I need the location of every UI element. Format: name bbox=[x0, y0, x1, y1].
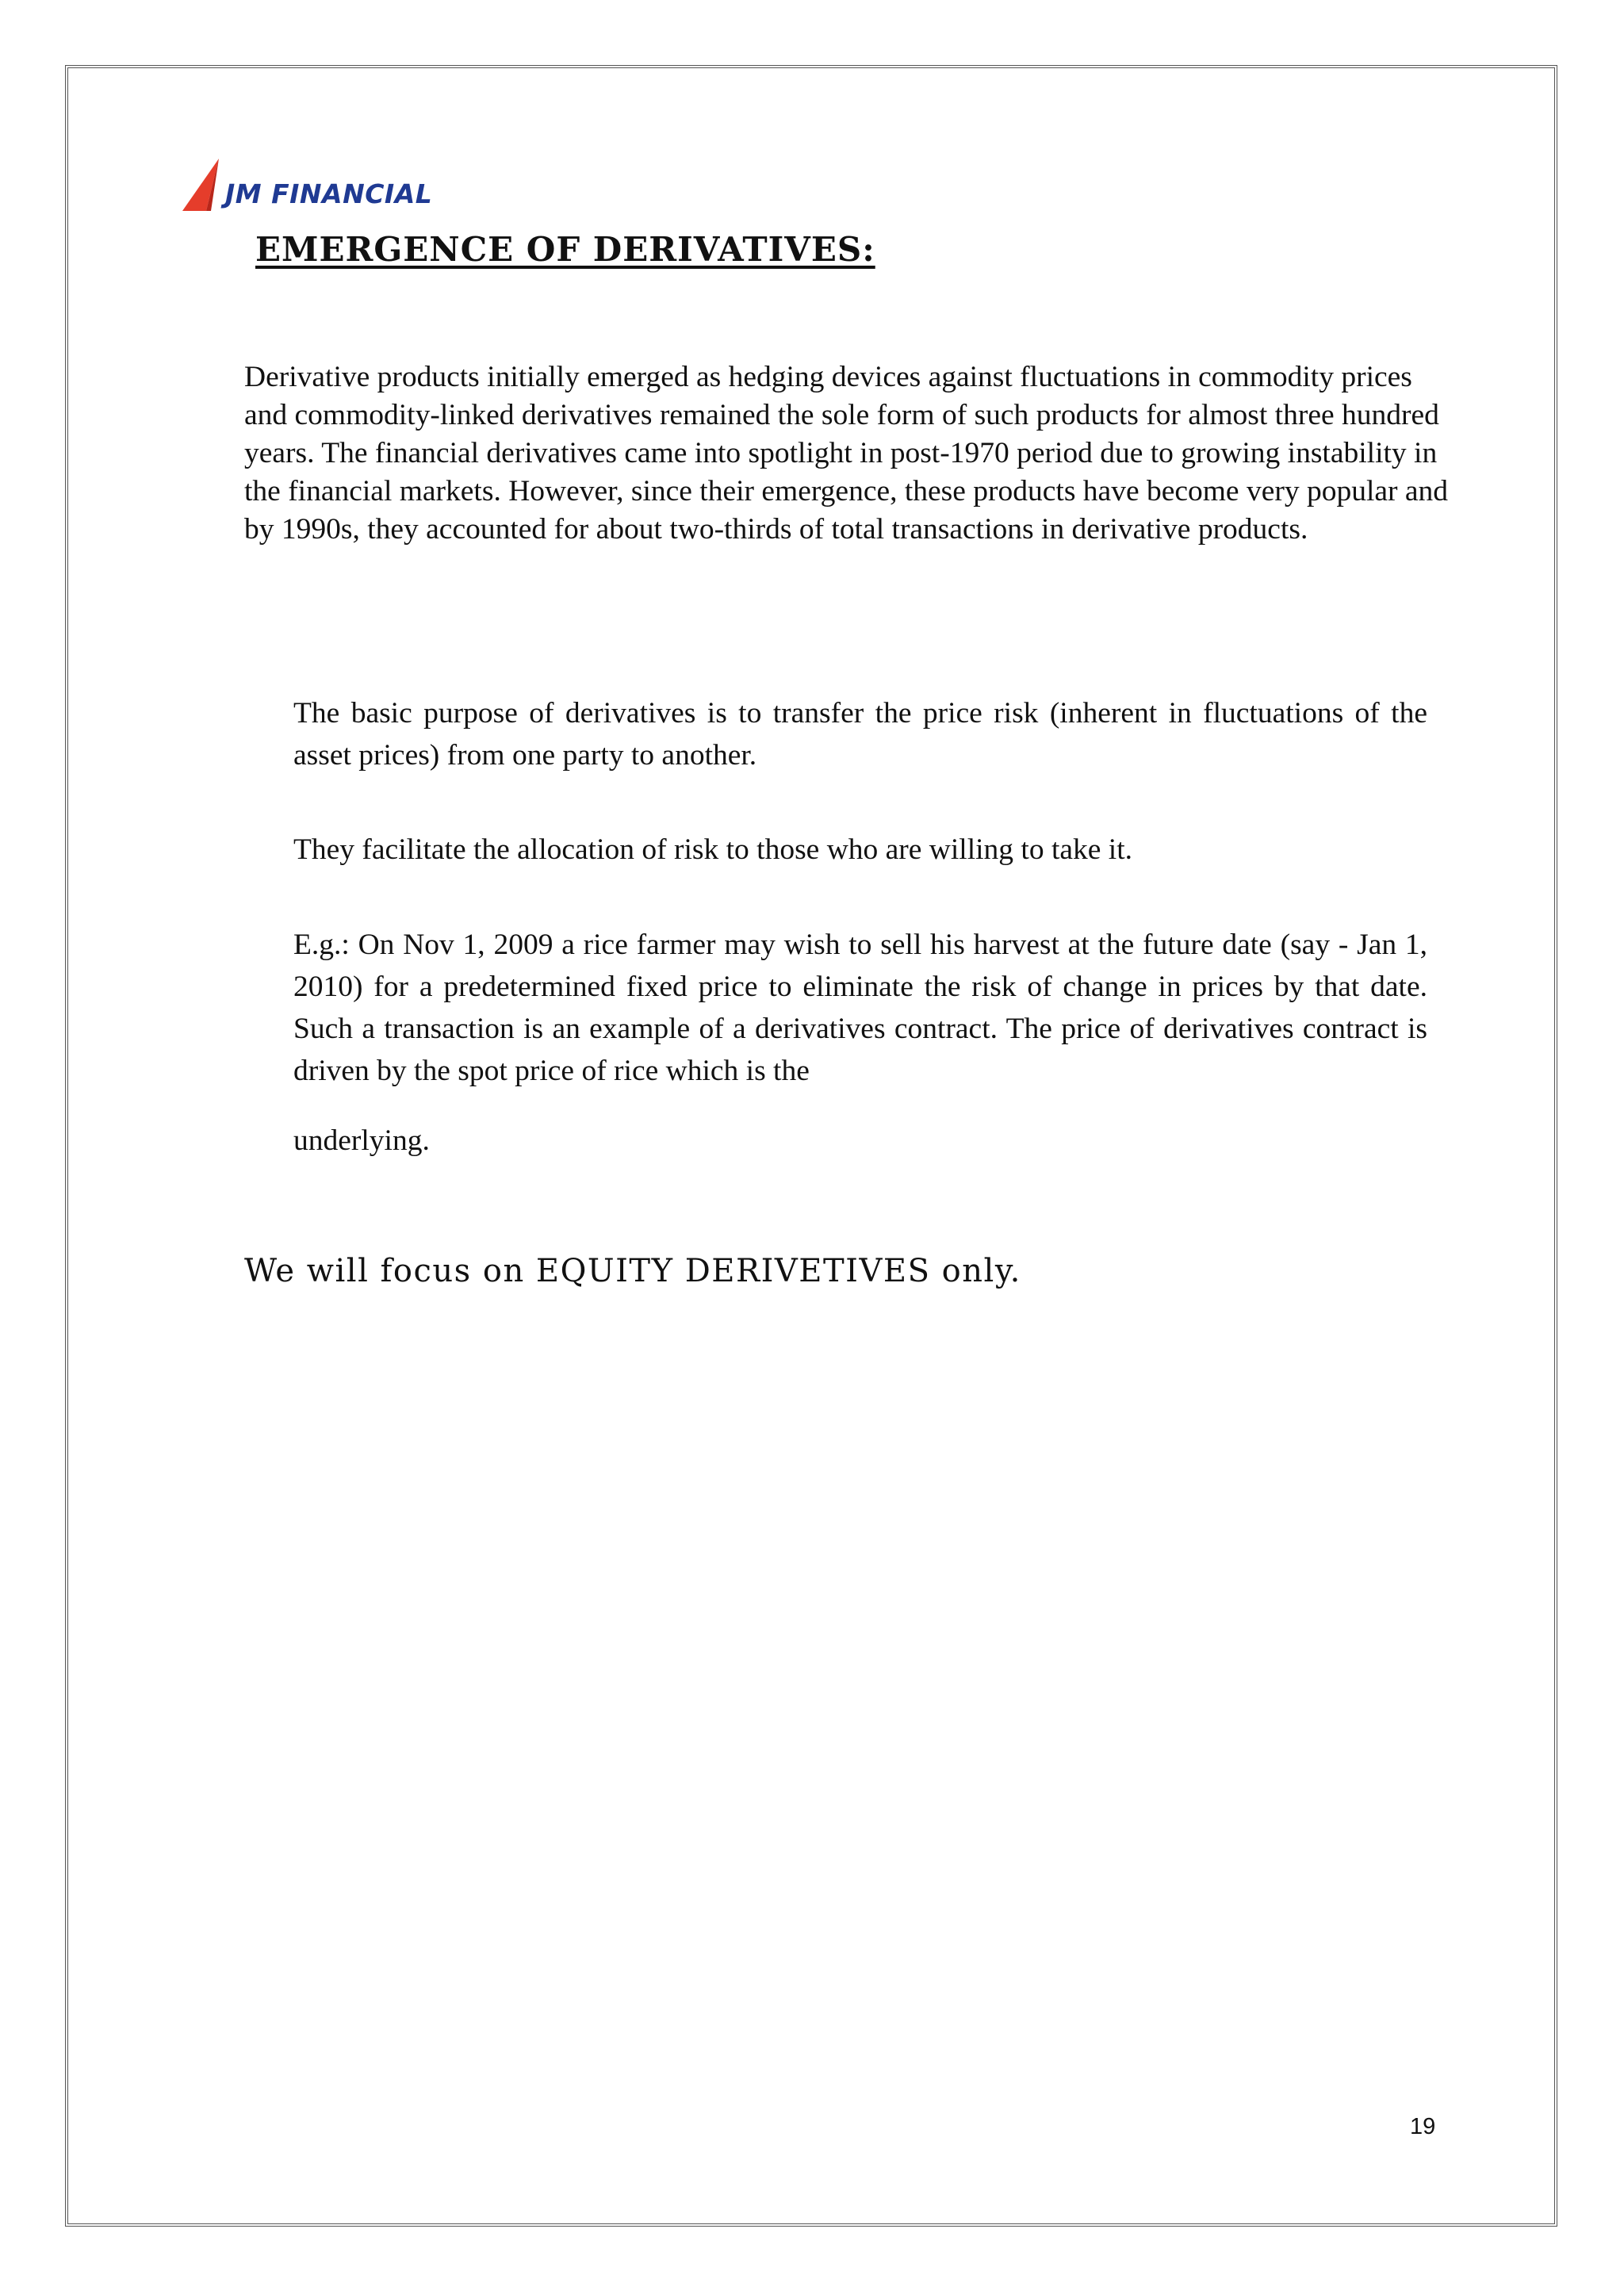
brand-name: JM FINANCIAL bbox=[225, 178, 433, 209]
purpose-paragraph: The basic purpose of derivatives is to transfer the price risk (inherent in fluctuations of the asset prices) from one party to another. bbox=[293, 697, 1427, 772]
focus-statement: We will focus on EQUITY DERIVETIVES only. bbox=[244, 1253, 1021, 1289]
page-title: EMERGENCE OF DERIVATIVES: bbox=[255, 230, 875, 269]
brand-logo bbox=[182, 157, 432, 213]
sail-logo-icon bbox=[182, 159, 220, 213]
intro-paragraph: Derivative products initially emerged as hedging devices against fluctuations in commodity prices and commodity-linked derivatives remained the sole form of such products for almost three hundred years. The financial derivatives came into spotlight in post-1970 period due to growing instability in the financial markets. However, since their emergence, these products have become very popular and by 1990s, they accounted for about two-thirds of total transactions in derivative products. bbox=[244, 361, 1449, 546]
page-number: 19 bbox=[1410, 2114, 1436, 2139]
example-paragraph: E.g.: On Nov 1, 2009 a rice farmer may wish to sell his harvest at the future date (say - Jan 1, 2010) for a predetermined fixed price to eliminate the risk of change in prices by that date. Such a transaction is an example of a derivatives contract. The price of derivatives contract is driven by the spot price of rice which is the bbox=[293, 929, 1427, 1087]
allocation-paragraph: They facilitate the allocation of risk to those who are willing to take it. bbox=[293, 833, 1133, 866]
underlying-paragraph: underlying. bbox=[293, 1124, 430, 1157]
